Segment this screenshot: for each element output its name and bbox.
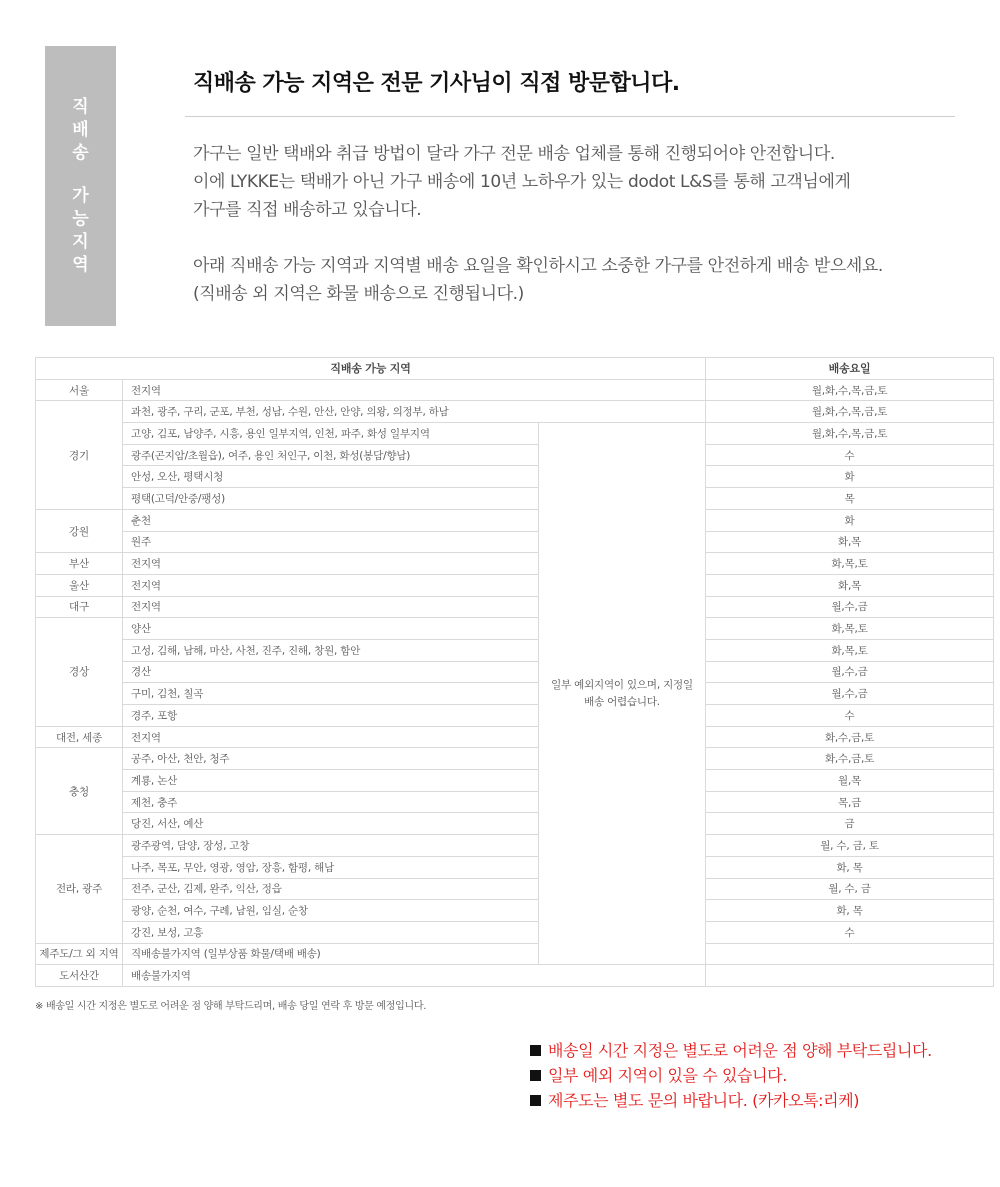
table-row (36, 878, 994, 900)
table-row (36, 661, 994, 683)
province-cell: 부산 (36, 553, 123, 575)
province-cell: 전라, 광주 (36, 835, 123, 943)
day-cell: 화 (706, 466, 994, 488)
area-cell: 안성, 오산, 평택시청 (123, 466, 539, 488)
table-row (36, 488, 994, 510)
day-cell: 월,수,금 (706, 596, 994, 618)
notice-item (530, 1088, 932, 1113)
province-cell: 서울 (36, 379, 123, 401)
table-row (36, 618, 994, 640)
day-cell: 월,화,수,목,금,토 (706, 401, 994, 423)
table-row (36, 639, 994, 661)
square-bullet-icon (530, 1070, 541, 1081)
area-cell: 광주광역, 담양, 장성, 고창 (123, 835, 539, 857)
table-row (36, 856, 994, 878)
sidebar-char: 지 (72, 231, 89, 252)
day-cell: 화,목 (706, 574, 994, 596)
area-cell: 고양, 김포, 남양주, 시흥, 용인 일부지역, 인천, 파주, 화성 일부지역 (123, 423, 539, 445)
day-cell: 월,목 (706, 770, 994, 792)
province-cell: 도서산간 (36, 965, 123, 987)
title-divider (185, 116, 955, 117)
area-cell: 원주 (123, 531, 539, 553)
sidebar-word-available-area (72, 185, 88, 277)
area-cell: 광주(곤지암/초월읍), 여주, 용인 처인구, 이천, 화성(봉담/향남) (123, 444, 539, 466)
intro-text (193, 140, 983, 308)
day-cell (706, 965, 994, 987)
table-row (36, 466, 994, 488)
table-row (36, 791, 994, 813)
day-cell: 월, 수, 금 (706, 878, 994, 900)
area-cell: 고성, 김해, 남해, 마산, 사천, 진주, 진해, 창원, 함안 (123, 639, 539, 661)
sidebar-char: 배 (72, 119, 89, 140)
area-cell: 경주, 포항 (123, 705, 539, 727)
day-cell: 화,목 (706, 531, 994, 553)
area-cell: 직배송불가지역 (일부상품 화물/택배 배송) (123, 943, 706, 965)
sidebar-char: 역 (72, 254, 89, 275)
table-row (36, 444, 994, 466)
delivery-region-table (35, 357, 994, 987)
day-cell: 금 (706, 813, 994, 835)
table-row (36, 943, 994, 965)
area-cell: 평택(고덕/안중/팽성) (123, 488, 539, 510)
area-cell: 공주, 아산, 천안, 청주 (123, 748, 539, 770)
province-cell: 대전, 세종 (36, 726, 123, 748)
intro-line: (직배송 외 지역은 화물 배송으로 진행됩니다.) (193, 284, 524, 304)
intro-line: 아래 직배송 가능 지역과 지역별 배송 요일을 확인하시고 소중한 가구를 안전하게 배송 받으세요. (193, 256, 883, 276)
table-row (36, 379, 994, 401)
intro-line: 가구를 직접 배송하고 있습니다. (193, 200, 422, 220)
province-cell: 제주도/그 외 지역 (36, 943, 123, 965)
page-title: 직배송 가능 지역은 전문 기사님이 직접 방문합니다. (193, 71, 680, 96)
notice-text: 일부 예외 지역이 있을 수 있습니다. (548, 1066, 787, 1085)
table-row (36, 900, 994, 922)
day-cell (706, 943, 994, 965)
area-cell: 과천, 광주, 구리, 군포, 부천, 성남, 수원, 안산, 안양, 의왕, 의정부, 하남 (123, 401, 706, 423)
table-row (36, 835, 994, 857)
notice-text: 제주도는 별도 문의 바랍니다. (카카오톡:리케) (548, 1091, 860, 1110)
table-footnote: ※ 배송일 시간 지정은 별도로 어려운 점 양해 부탁드리며, 배송 당일 연락 후 방문 예정입니다. (35, 1001, 427, 1012)
area-cell: 춘천 (123, 509, 539, 531)
sidebar-word-direct-delivery (72, 96, 88, 165)
area-cell: 당진, 서산, 예산 (123, 813, 539, 835)
area-cell: 양산 (123, 618, 539, 640)
day-cell: 월,화,수,목,금,토 (706, 379, 994, 401)
section-sidebar-label (45, 46, 116, 326)
province-cell: 대구 (36, 596, 123, 618)
province-cell: 울산 (36, 574, 123, 596)
area-cell: 강진, 보성, 고흥 (123, 921, 539, 943)
day-cell: 화,수,금,토 (706, 748, 994, 770)
sidebar-char: 가 (72, 185, 89, 206)
notice-item (530, 1038, 932, 1063)
area-cell: 경산 (123, 661, 539, 683)
area-cell: 배송불가지역 (123, 965, 706, 987)
day-cell: 화,목,토 (706, 618, 994, 640)
exception-note-cell: 일부 예외지역이 있으며, 지정일 배송 어렵습니다. (539, 423, 706, 965)
notice-item (530, 1063, 932, 1088)
table-row (36, 401, 994, 423)
table-row (36, 509, 994, 531)
area-cell: 제천, 충주 (123, 791, 539, 813)
header-delivery-day: 배송요일 (706, 358, 994, 380)
square-bullet-icon (530, 1095, 541, 1106)
table-row (36, 813, 994, 835)
day-cell: 월,수,금 (706, 683, 994, 705)
table-row (36, 574, 994, 596)
table-row (36, 683, 994, 705)
header-region: 직배송 가능 지역 (36, 358, 706, 380)
day-cell: 화, 목 (706, 856, 994, 878)
sidebar-char: 능 (72, 208, 89, 229)
day-cell: 화,목,토 (706, 553, 994, 575)
table-row (36, 965, 994, 987)
day-cell: 목 (706, 488, 994, 510)
area-cell: 계룡, 논산 (123, 770, 539, 792)
square-bullet-icon (530, 1045, 541, 1056)
day-cell: 화,수,금,토 (706, 726, 994, 748)
table-row (36, 921, 994, 943)
area-cell: 전지역 (123, 574, 539, 596)
day-cell: 수 (706, 444, 994, 466)
notice-text: 배송일 시간 지정은 별도로 어려운 점 양해 부탁드립니다. (548, 1041, 932, 1060)
table-row (36, 770, 994, 792)
table-row (36, 726, 994, 748)
day-cell: 목,금 (706, 791, 994, 813)
day-cell: 화, 목 (706, 900, 994, 922)
day-cell: 수 (706, 921, 994, 943)
area-cell: 광양, 순천, 여수, 구례, 남원, 임실, 순창 (123, 900, 539, 922)
province-cell: 충청 (36, 748, 123, 835)
area-cell: 전지역 (123, 596, 539, 618)
day-cell: 월,화,수,목,금,토 (706, 423, 994, 445)
day-cell: 월,수,금 (706, 661, 994, 683)
table-header-row (36, 358, 994, 380)
area-cell: 구미, 김천, 칠곡 (123, 683, 539, 705)
area-cell: 나주, 목포, 무안, 영광, 영암, 장흥, 함평, 해남 (123, 856, 539, 878)
table-row (36, 705, 994, 727)
table-row (36, 531, 994, 553)
day-cell: 화,목,토 (706, 639, 994, 661)
notice-list (530, 1038, 932, 1113)
area-cell: 전지역 (123, 379, 706, 401)
table-row (36, 596, 994, 618)
province-cell: 경기 (36, 401, 123, 509)
table-row (36, 553, 994, 575)
province-cell: 경상 (36, 618, 123, 726)
intro-line: 가구는 일반 택배와 취급 방법이 달라 가구 전문 배송 업체를 통해 진행되어야 안전합니다. (193, 144, 835, 164)
day-cell: 월, 수, 금, 토 (706, 835, 994, 857)
day-cell: 수 (706, 705, 994, 727)
province-cell: 강원 (36, 509, 123, 552)
table-row (36, 423, 994, 445)
table-row (36, 748, 994, 770)
area-cell: 전주, 군산, 김제, 완주, 익산, 정읍 (123, 878, 539, 900)
day-cell: 화 (706, 509, 994, 531)
area-cell: 전지역 (123, 726, 539, 748)
sidebar-char: 송 (72, 142, 89, 163)
intro-line: 이에 LYKKE는 택배가 아닌 가구 배송에 10년 노하우가 있는 dodot L&S를 통해 고객님에게 (193, 172, 851, 192)
sidebar-char: 직 (72, 96, 89, 117)
area-cell: 전지역 (123, 553, 539, 575)
